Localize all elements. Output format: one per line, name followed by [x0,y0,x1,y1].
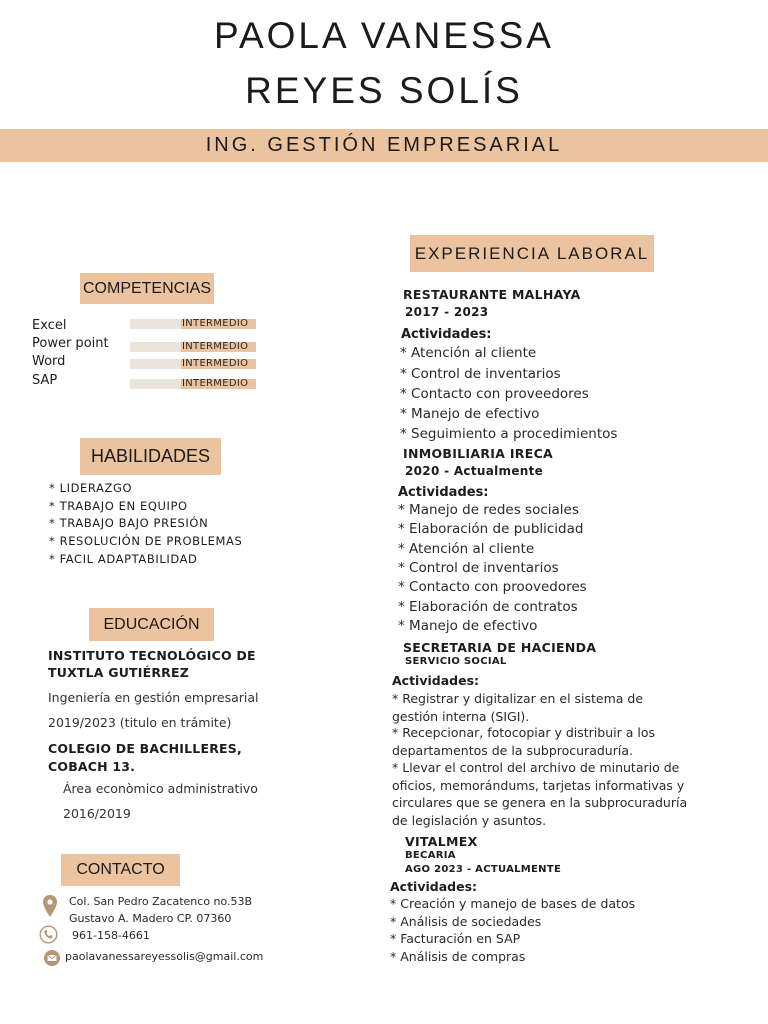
skill-level: INTERMEDIO [182,358,249,369]
activity-item: * Elaboración de publicidad [398,521,584,537]
skill-name: SAP [32,373,58,388]
skill-name: Excel [32,318,67,333]
activity-item: * Atención al cliente [398,541,535,557]
activity-item: * Seguimiento a procedimientos [400,426,618,442]
activity-item: * Atención al cliente [400,345,537,361]
phone-icon [39,925,58,944]
skill-item: * RESOLUCIÓN DE PROBLEMAS [49,534,243,548]
competencias-heading: COMPETENCIAS [80,273,214,304]
activity-item: * Contacto con proveedores [400,386,589,402]
period: 2016/2019 [63,806,131,821]
skill-name: Word [32,354,66,369]
skill-level: INTERMEDIO [182,318,249,329]
skill-level-bar [130,379,256,389]
activities-label: Actividades: [392,673,480,688]
skill-item: * FACIL ADAPTABILIDAD [49,552,198,566]
activity-item: * Registrar y digitalizar en el sistema de gestión interna (SIGI). [392,691,644,724]
skill-name: Power point [32,336,109,351]
skill-level: INTERMEDIO [182,341,249,352]
skill-level-bar [130,359,256,369]
experiencia-heading: EXPERIENCIA LABORAL [410,235,654,272]
school-name: COBACH 13. [48,759,136,774]
activity-item: * Elaboración de contratos [398,599,578,615]
degree: Área econòmico administrativo [63,781,258,796]
skill-level-bar [130,342,256,352]
activity-item: * Análisis de compras [390,949,526,964]
title-band [0,129,768,162]
skill-level-bar [130,319,256,329]
activities-label: Actividades: [390,879,478,894]
company-name: INMOBILIARIA IRECA [403,446,554,461]
address-line: Gustavo A. Madero CP. 07360 [69,912,232,925]
skill-item: * TRABAJO BAJO PRESIÓN [49,516,209,530]
period: 2019/2023 (titulo en trámite) [48,715,232,730]
school-name: COLEGIO DE BACHILLERES, [48,741,242,756]
company-name: SECRETARIA DE HACIENDA [403,640,597,655]
activity-item: * Contacto con proovedores [398,579,587,595]
activity-item: * Manejo de efectivo [398,618,538,634]
job-role: SERVICIO SOCIAL [405,656,507,667]
job-period: 2020 - Actualmente [405,464,544,478]
activity-item: * Manejo de redes sociales [398,502,579,518]
skill-item: * LIDERAZGO [49,481,133,495]
contacto-heading: CONTACTO [61,854,180,886]
skill-level: INTERMEDIO [182,378,249,389]
job-period: 2017 - 2023 [405,305,489,319]
activity-item: * Creación y manejo de bases de datos [390,896,636,911]
location-pin-icon [43,895,57,919]
educacion-heading: EDUCACIÓN [89,608,214,641]
job-period: AGO 2023 - ACTUALMENTE [405,864,562,875]
activities-label: Actividades: [398,485,489,500]
habilidades-heading: HABILIDADES [80,438,221,475]
company-name: RESTAURANTE MALHAYA [403,287,581,302]
activities-label: Actividades: [401,327,492,342]
name-line-2: REYES SOLÍS [245,70,523,111]
school-name: TUXTLA GUTIÉRREZ [48,665,190,680]
activity-item: * Facturación en SAP [390,931,521,946]
activity-item: * Manejo de efectivo [400,406,540,422]
job-title: ING. GESTIÓN EMPRESARIAL [205,134,563,156]
activity-item: * Control de inventarios [398,560,559,576]
activity-item: * Llevar el control del archivo de minutario de oficios, memorándums, tarjetas informativas y circulares que se genera en la subprocuraduría de legislación y asuntos. [392,760,688,829]
activity-item: * Análisis de sociedades [390,914,542,929]
email-icon [44,950,60,966]
activity-item: * Control de inventarios [400,366,561,382]
degree: Ingeniería en gestión empresarial [48,690,259,705]
school-name: INSTITUTO TECNOLÓGICO DE [48,648,256,663]
email-address[interactable]: paolavanessareyessolis@gmail.com [65,950,264,963]
skill-item: * TRABAJO EN EQUIPO [49,499,188,513]
phone-number[interactable]: 961-158-4661 [72,929,150,942]
address-line: Col. San Pedro Zacatenco no.53B [69,895,253,908]
company-name: VITALMEX [405,834,478,849]
job-role: BECARIA [405,850,456,861]
name-line-1: PAOLA VANESSA [214,15,554,56]
activity-item: * Recepcionar, fotocopiar y distribuir a los departamentos de la subprocuraduría. [392,725,656,758]
